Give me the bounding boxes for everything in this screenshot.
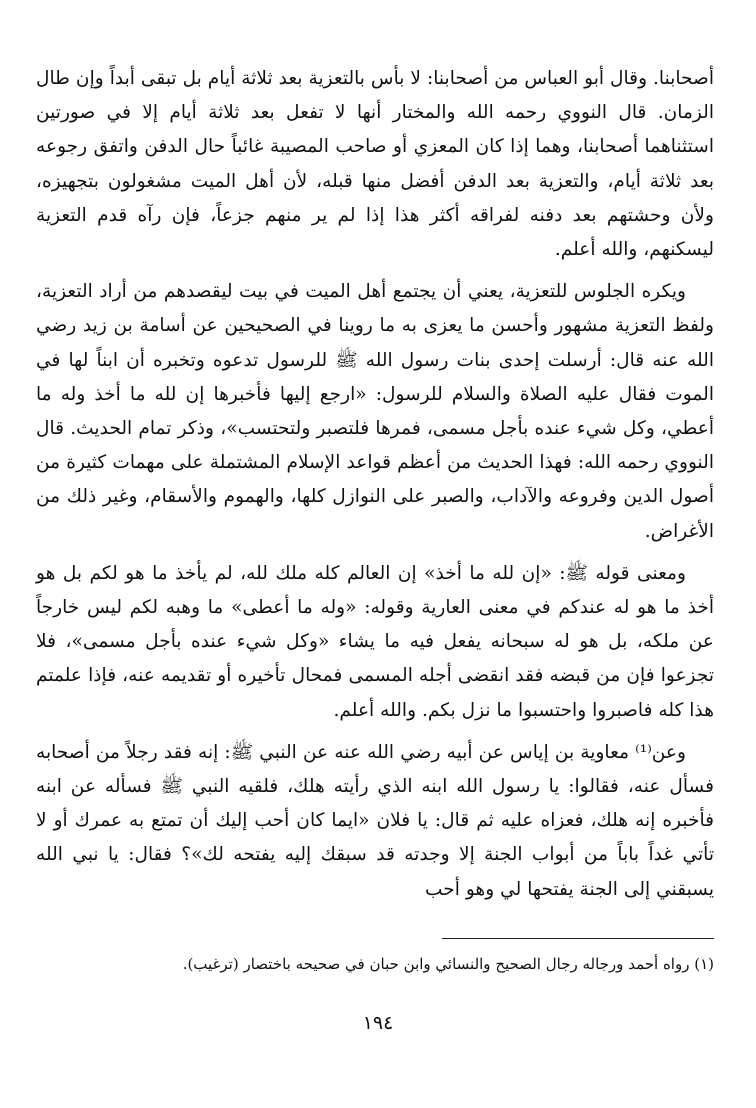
page-number: ١٩٤	[362, 1012, 394, 1034]
paragraph-4: وعن⁽¹⁾ معاوية بن إياس عن أبيه رضي الله عنه عن النبي ﷺ: إنه فقد رجلاً من أصحابه فسأل عنه، فقالوا: يا رسول الله ابنه الذي رأيته هلك، فلقيه النبي ﷺ فسأله عن ابنه فأخبره إنه هلك، فعزاه عليه ثم قال: يا فلان «ايما كان أحب إليك أن تمتع به عمرك أو لا تأتي غداً باباً من أبواب الجنة إلا وجدته قد سبقك إليه يفتحه لك»؟ فقال: يا نبي الله يسبقني إلى الجنة يفتحها لي وهو أحب	[36, 741, 714, 900]
main-text	[36, 62, 714, 915]
footnote: (١) رواه أحمد ورجاله رجال الصحيح والنسائي وابن حبان في صحيحه باختصار (ترغيب).	[182, 955, 714, 973]
paragraph-3: ومعنى قوله ﷺ: «إن لله ما أخذ» إن العالم كله ملك لله، لم يأخذ ما هو لكم بل هو أخذ ما هو له عندكم في معنى العارية وقوله: «وله ما أعطى» ما وهبه لكم ليس خارجاً عن ملكه، بل هو له سبحانه يفعل فيه ما يشاء «وكل شيء عنده بأجل مسمى»، فلا تجزعوا فإن من قبضه فقد انقضى أجله المسمى فمحال تأخيره أو تقديمه عنه، فإذا علمتم هذا كله فاصبروا واحتسبوا ما نزل بكم. والله أعلم.	[36, 562, 714, 721]
paragraph-2: ويكره الجلوس للتعزية، يعني أن يجتمع أهل الميت في بيت ليقصدهم من أراد التعزية، ولفظ التعزية مشهور وأحسن ما يعزى به ما روينا في الصحيحين عن أسامة بن زيد رضي الله عنه قال: أرسلت إحدى بنات رسول الله ﷺ للرسول تدعوه وتخبره أن ابناً لها في الموت فقال عليه الصلاة والسلام للرسول: «ارجع إليها فأخبرها إن لله ما أخذ وله ما أعطي، وكل شيء عنده بأجل مسمى، فمرها فلتصبر ولتحتسب»، وذكر تمام الحديث. قال النووي رحمه الله: فهذا الحديث من أعظم قواعد الإسلام المشتملة على مهمات كثيرة من أصول الدين وفروعه والآداب، والصبر على النوازل كلها، والهموم والأسقام، وغير ذلك من الأغراض.	[36, 281, 714, 542]
footnote-separator	[442, 938, 714, 939]
paragraph-1: أصحابنا. وقال أبو العباس من أصحابنا: لا بأس بالتعزية بعد ثلاثة أيام بل تبقى أبداً وإن طال الزمان. قال النووي رحمه الله والمختار أنها لا تفعل بعد ثلاثة أيام إلا في صورتين استثناهما أصحابنا، وهما إذا كان المعزي أو صاحب المصيبة غائباً حال الدفن واتفق رجوعه بعد ثلاثة أيام، والتعزية بعد الدفن أفضل منها قبله، لأن أهل الميت مشغولون بتجهيزه، ولأن وحشتهم بعد دفنه لفراقه أكثر هذا إذا لم ير منهم جزعاً، فإن رآه قدم التعزية ليسكنهم، والله أعلم.	[36, 68, 714, 261]
